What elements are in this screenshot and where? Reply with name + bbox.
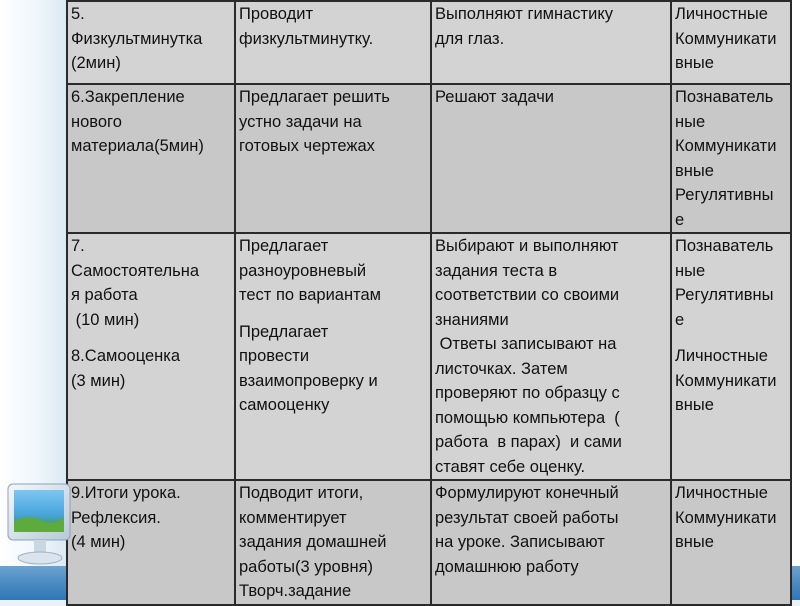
stage-line: 6.Закрепление: [71, 88, 185, 106]
stage-cell: [67, 480, 235, 605]
students-line: домашнюю работу: [435, 557, 579, 576]
uud-line: Коммуникати: [675, 508, 777, 527]
teacher-line: устно задачи на: [239, 112, 362, 131]
students-line: листочках. Затем: [435, 359, 568, 378]
teacher-line: Предлагает: [239, 322, 329, 341]
teacher-line: работы(3 уровня): [239, 557, 374, 576]
students-line: Выполняют гимнастику: [435, 5, 613, 23]
uud-line: вные: [675, 396, 714, 414]
uud-line: ные: [675, 112, 706, 131]
uud-cell: [671, 480, 791, 605]
table-row: [67, 1, 791, 84]
uud-line: Познаватель: [675, 88, 774, 106]
stage-cell: [67, 84, 235, 233]
students-line: соответствии со своими: [435, 286, 620, 304]
lesson-plan-table: [66, 0, 792, 606]
teacher-line: самооценку: [239, 396, 330, 414]
students-line: для глаз.: [435, 29, 505, 48]
uud-line: вные: [675, 161, 714, 180]
uud-cell: [671, 233, 791, 480]
teacher-line: Подводит итоги,: [239, 484, 364, 502]
uud-line: вные: [675, 54, 714, 72]
stage-cell: [67, 1, 235, 84]
table-row: [67, 84, 791, 233]
uud-line: Регулятивны: [675, 186, 774, 204]
uud-line: е: [675, 310, 685, 329]
teacher-line: тест по вариантам: [239, 286, 381, 304]
teacher-line: взаимопроверку и: [239, 371, 378, 390]
students-line: знаниями: [435, 310, 509, 329]
stage-line: Рефлексия.: [71, 508, 161, 527]
students-cell: [431, 1, 671, 84]
students-cell: [431, 84, 671, 233]
students-line: Решают задачи: [435, 88, 555, 106]
students-line: результат своей работы: [435, 508, 619, 527]
students-line: проверяют по образцу с: [435, 384, 620, 402]
students-line: Формулируют конечный: [435, 484, 619, 502]
teacher-line: Творч.задание: [239, 582, 352, 600]
students-line: Ответы записывают на: [435, 335, 617, 353]
stage-line: Физкультминутка: [71, 29, 203, 48]
uud-line: вные: [675, 533, 714, 551]
teacher-cell: [235, 480, 431, 605]
uud-line: ные: [675, 261, 706, 280]
stage-line: 8.Самооценка: [71, 347, 181, 365]
table-row: [67, 233, 791, 480]
stage-line: я работа: [71, 286, 138, 304]
uud-line: Личностные: [675, 484, 768, 502]
students-line: помощью компьютера (: [435, 408, 620, 427]
spacer: [675, 332, 787, 344]
uud-line: Коммуникати: [675, 371, 777, 390]
stage-cell: [67, 233, 235, 480]
students-line: Выбирают и выполняют: [435, 237, 619, 255]
uud-line: Регулятивны: [675, 286, 774, 304]
uud-line: Личностные: [675, 5, 768, 23]
teacher-cell: [235, 84, 431, 233]
stage-line: нового: [71, 112, 122, 131]
teacher-line: физкультминутку.: [239, 29, 374, 48]
stage-line: 9.Итоги урока.: [71, 484, 181, 502]
teacher-line: готовых чертежах: [239, 137, 375, 155]
students-cell: [431, 233, 671, 480]
spacer: [239, 308, 427, 320]
stage-line: 5.: [71, 5, 85, 23]
stage-line: материала(5мин): [71, 137, 204, 155]
teacher-cell: [235, 233, 431, 480]
uud-line: Личностные: [675, 347, 768, 365]
monitor-icon: [4, 478, 76, 578]
stage-line: (4 мин): [71, 533, 126, 551]
stage-line: (3 мин): [71, 371, 126, 390]
stage-line: 7.: [71, 237, 85, 255]
students-line: работа в парах) и сами: [435, 433, 622, 451]
students-line: на уроке. Записывают: [435, 533, 605, 551]
table-row: [67, 480, 791, 605]
uud-line: Познаватель: [675, 237, 774, 255]
teacher-line: разноуровневый: [239, 261, 367, 280]
teacher-line: задания домашней: [239, 533, 387, 551]
uud-line: Коммуникати: [675, 29, 777, 48]
students-line: ставят себе оценку.: [435, 457, 586, 476]
teacher-line: провести: [239, 347, 310, 365]
spacer: [71, 332, 231, 344]
uud-cell: [671, 84, 791, 233]
teacher-line: комментирует: [239, 508, 347, 527]
stage-line: (10 мин): [71, 310, 140, 329]
uud-cell: [671, 1, 791, 84]
teacher-line: Предлагает: [239, 237, 329, 255]
stage-line: (2мин): [71, 54, 121, 72]
teacher-line: Предлагает решить: [239, 88, 390, 106]
uud-line: е: [675, 210, 685, 229]
stage-line: Самостоятельна: [71, 261, 200, 280]
uud-line: Коммуникати: [675, 137, 777, 155]
students-line: задания теста в: [435, 261, 558, 280]
teacher-cell: [235, 1, 431, 84]
students-cell: [431, 480, 671, 605]
teacher-line: Проводит: [239, 5, 314, 23]
